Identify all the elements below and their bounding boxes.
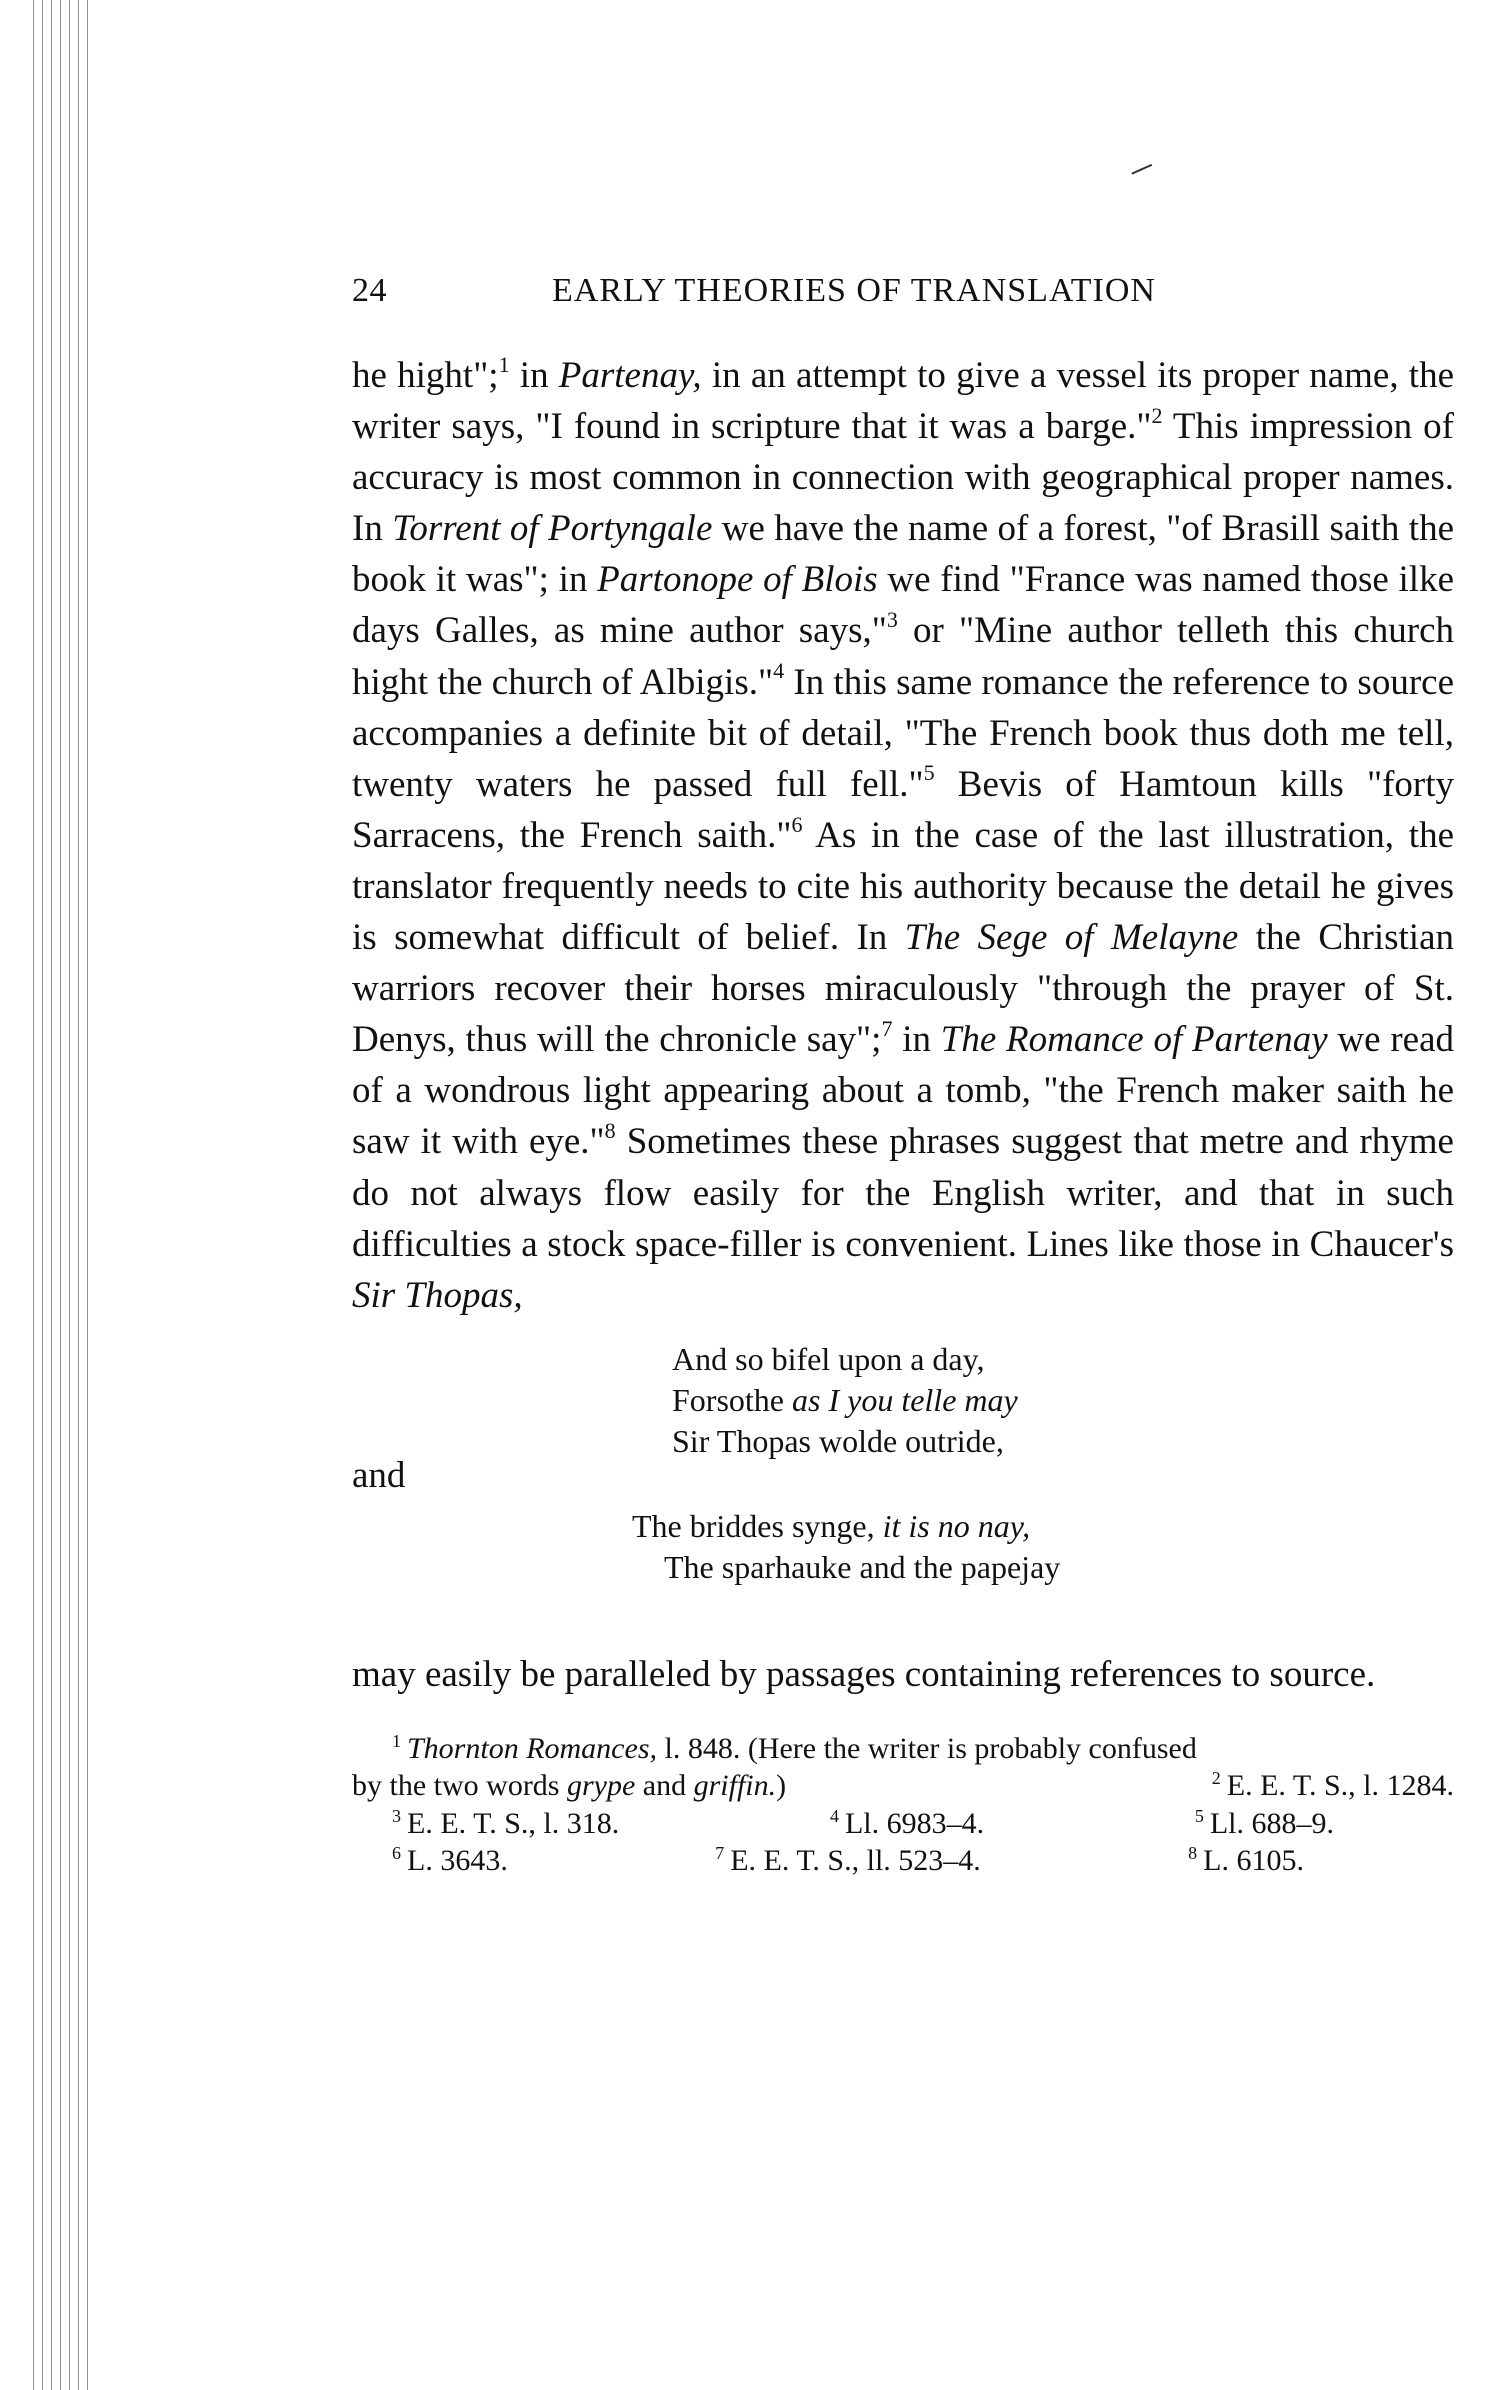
verse-line: And so bifel upon a day, [672,1340,985,1377]
stray-pen-mark [1131,164,1154,180]
footnote-1: $^1$ Thornton Romances, l. 848. (Here the writer is probably confused [392,1730,1197,1765]
footnote-ref-2: 2 [1151,402,1163,428]
footnotes [352,1730,1454,1880]
page-number: 24 [352,272,387,309]
verse-stanza-1 [672,1339,1018,1462]
footnote-ref-4: 4 [773,658,785,684]
footnote-4: $^4$ Ll. 6983–4. [829,1805,985,1840]
footnote-2: $^2$ E. E. T. S., l. 1284. [1211,1768,1454,1803]
verse-quotation [352,1339,1454,1639]
footnote-row [352,1805,1454,1843]
footnote-7: $^7$ E. E. T. S., ll. 523–4. [715,1843,981,1878]
running-header [352,266,1454,316]
and-connector: and [352,1454,406,1496]
verse-stanza-2 [632,1506,1060,1588]
footnote-row [352,1842,1454,1880]
main-paragraph: he hight";$^1$ in Partenay, in an attempt to give a vessel its proper name, the writer says, "I found in scripture that it was a barge."$^2$ This impression of accuracy is most common in connection with geographical proper names. In Torrent of Portyngale we have the name of a forest, "of Brasill saith the book it was"; in Partonope of Blois we find "France was named those ilke days Galles, as mine author says,"$^3$ or "Mine author telleth this church hight the church of Albigis."$^4$ In this same romance the reference to source accompanies a definite bit of detail, "The French book thus doth me tell, twenty waters he passed full fell."$^5$ Bevis of Hamtoun kills "forty Sarracens, the French saith."$^6$ As in the case of the last illustration, the translator frequently needs to cite his authority because the detail he gives is somewhat difficult of belief. In The Sege of Melayne the Christian warriors recover their horses miraculously "through the prayer of St. Denys, thus will the chronicle say";$^7$ in The Romance of Partenay we read of a wondrous light appearing about a tomb, "the French maker saith he saw it with eye."$^8$ Sometimes these phrases suggest that metre and rhyme do not always flow easily for the English writer, and that in such difficulties a stock space-filler is convenient. Lines like those in Chaucer's Sir Thopas, [352,351,1455,1316]
footnote-ref-5: 5 [923,760,935,786]
footnote-ref-6: 6 [791,811,803,837]
footnote-3: $^3$ E. E. T. S., l. 318. [392,1805,620,1840]
footnote-ref-3: 3 [886,607,898,633]
footnote-ref-8: 8 [604,1118,616,1144]
footnote-row [352,1767,1454,1805]
footnote-5: $^5$ Ll. 688–9. [1194,1805,1334,1840]
footnote-ref-1: 1 [498,351,510,377]
verse-line: The briddes synge, it is no nay, [632,1507,1031,1544]
verse-line: The sparhauke and the papejay [664,1548,1061,1585]
footnote-1-continued: by the two words grype and griffin.) [352,1769,787,1803]
closing-paragraph: may easily be paralleled by passages containing references to source. [352,1653,1376,1695]
verse-line: Sir Thopas wolde outride, [672,1422,1004,1459]
book-binding-edge [28,0,96,2390]
body-text [352,350,1454,1321]
verse-line: Forsothe as I you telle may [672,1381,1018,1418]
footnote-6: $^6$ L. 3643. [392,1843,508,1878]
footnote-ref-7: 7 [881,1015,893,1041]
book-page [352,266,1454,1880]
footnote-8: $^8$ L. 6105. [1188,1843,1304,1878]
running-title: EARLY THEORIES OF TRANSLATION [552,272,1156,309]
